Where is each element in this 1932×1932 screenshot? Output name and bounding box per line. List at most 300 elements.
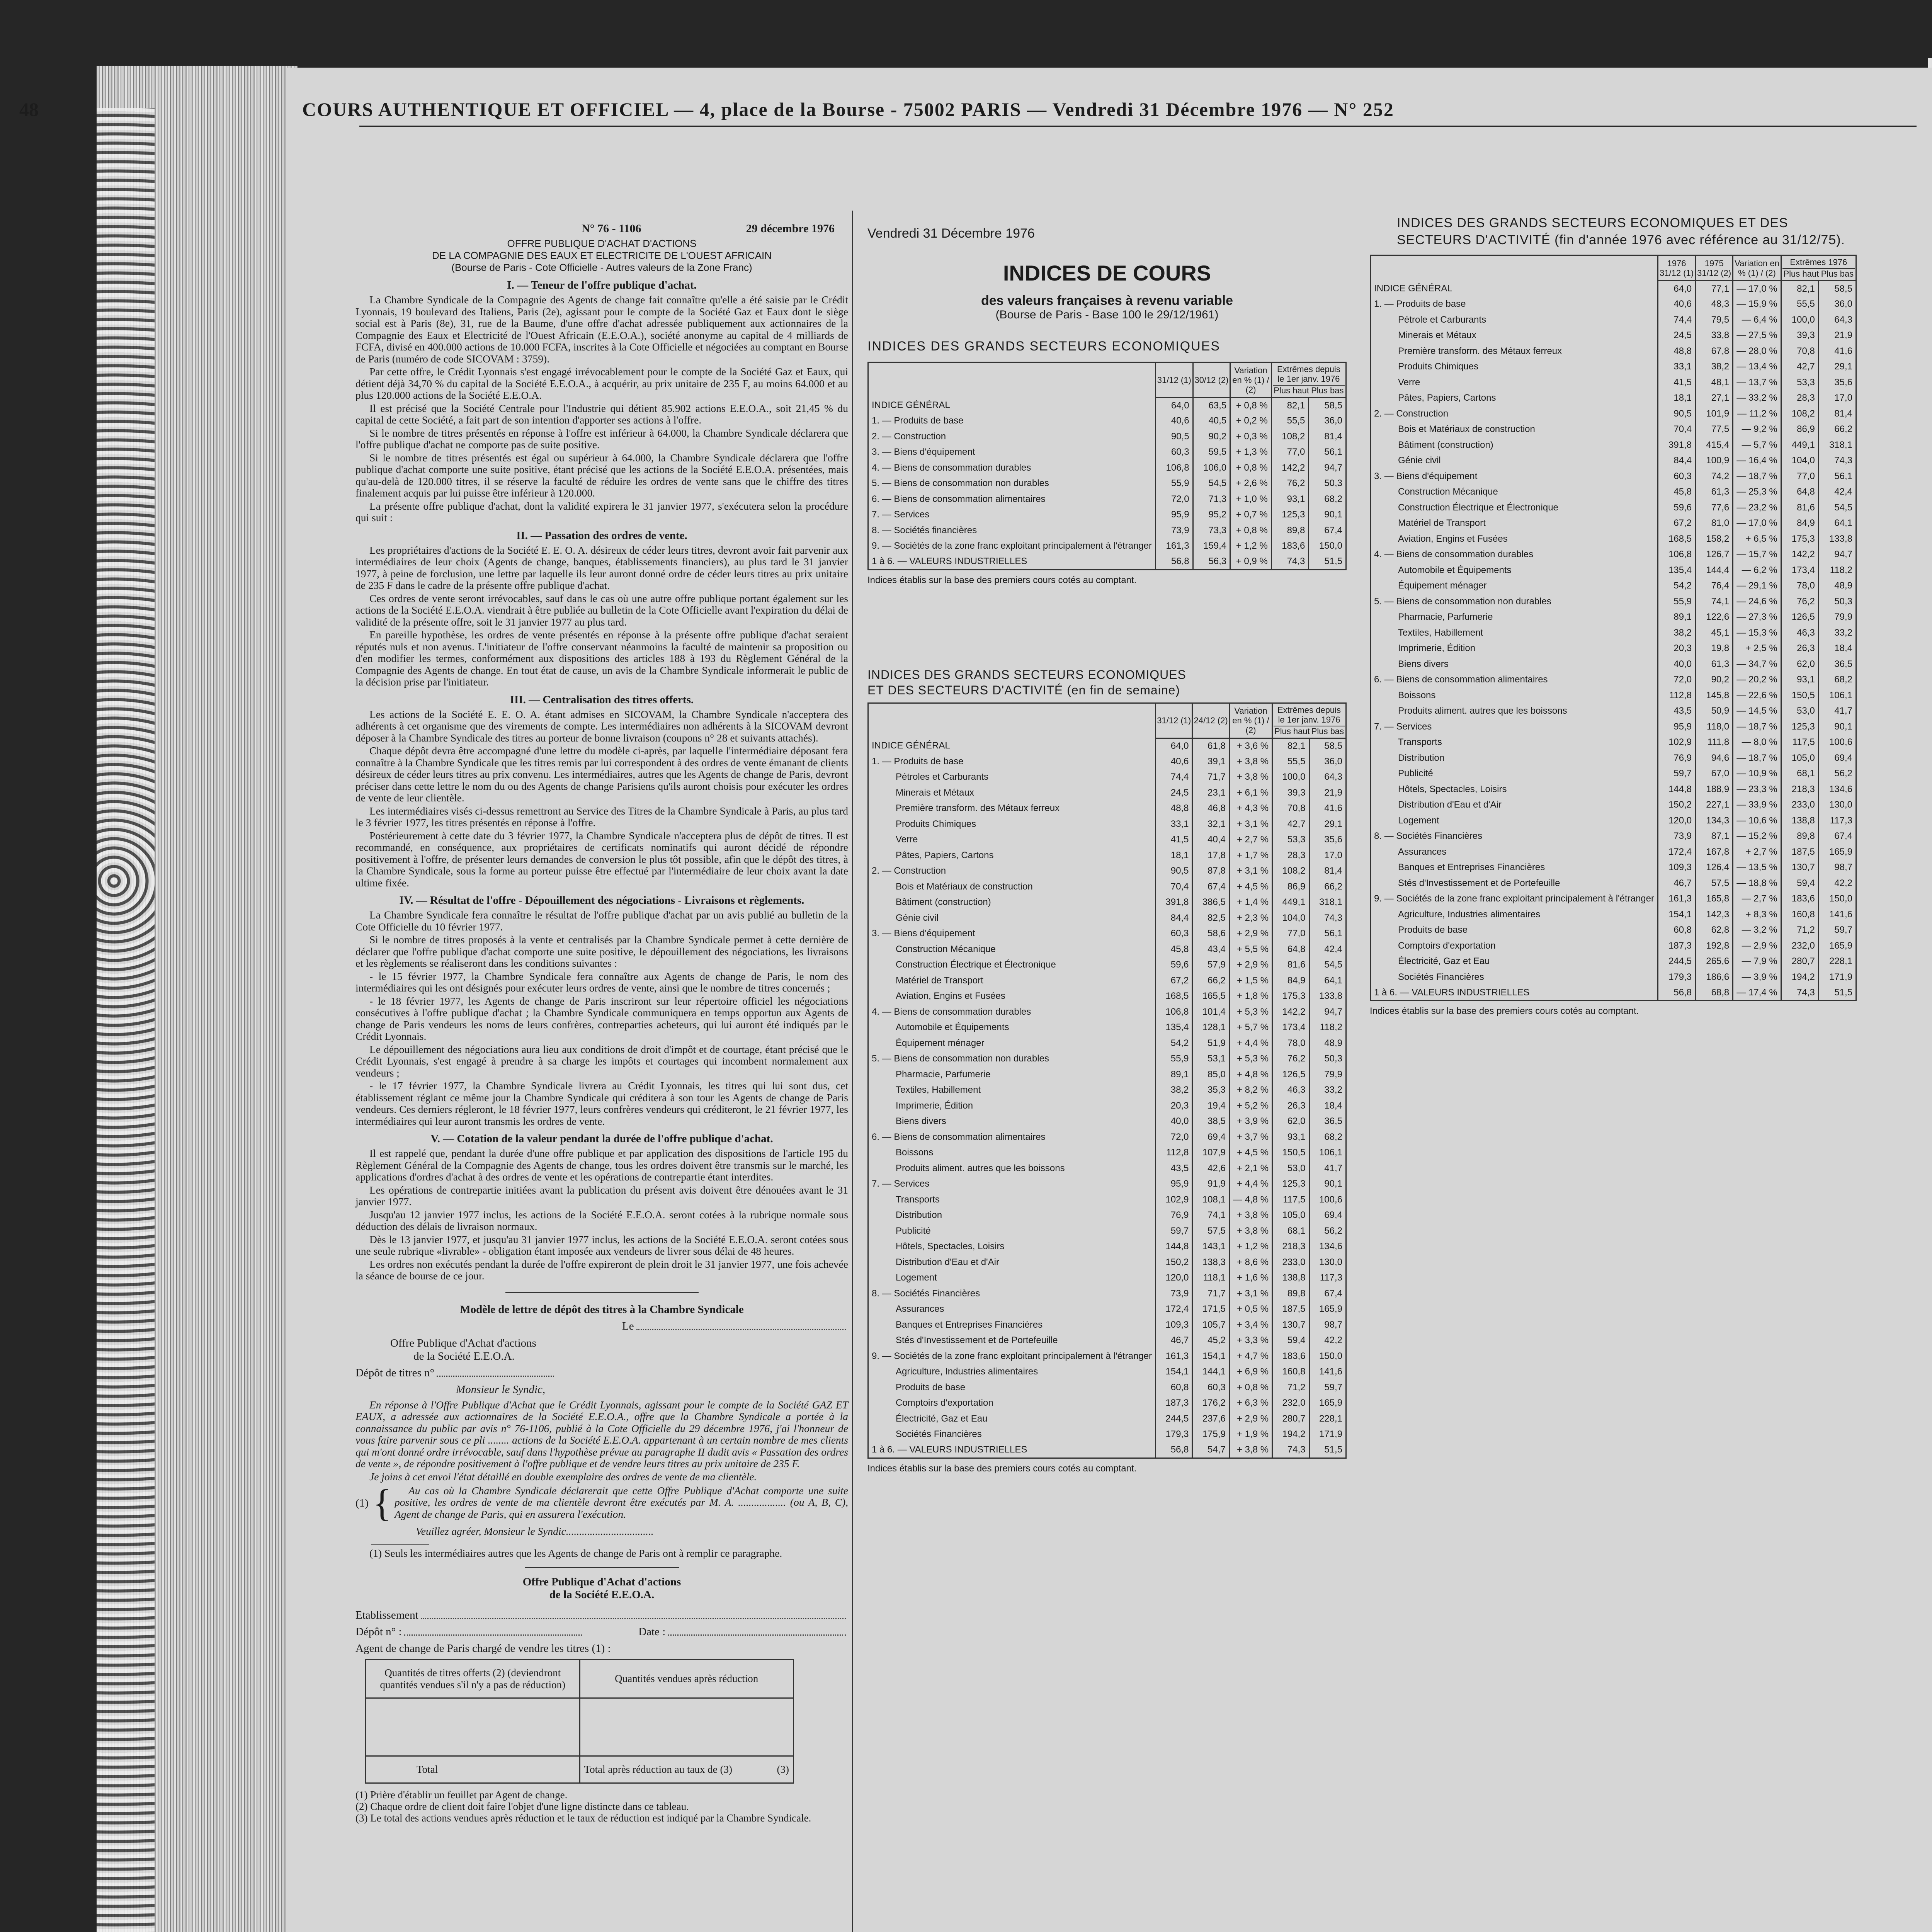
row-value: 159,4: [1193, 538, 1230, 554]
row-label: 1 à 6. — VALEURS INDUSTRIELLES: [868, 554, 1156, 570]
deposit-date-field[interactable]: [355, 1626, 848, 1638]
row-value: 21,9: [1818, 328, 1856, 344]
row-value: 87,1: [1696, 828, 1733, 844]
row-value: 105,0: [1781, 750, 1818, 766]
paragraph: Le dépouillement des négociations aura lieu aux conditions de droit d'impôt et de courtage, étant précisé que le Crédit Lyonnais, s'est engagé à prendre à sa charge les impôts et courtages qui incombent normalement aux vendeurs ;: [355, 1043, 848, 1079]
row-value: + 2,1 %: [1229, 1161, 1272, 1177]
row-value: 46,3: [1781, 625, 1818, 641]
row-label: 4. — Biens de consommation durables: [1371, 547, 1658, 563]
row-value: + 3,8 %: [1229, 769, 1272, 785]
row-value: 59,6: [1658, 500, 1696, 516]
indices-base: (Bourse de Paris - Base 100 le 29/12/1961): [995, 308, 1219, 321]
row-label: Boissons: [1371, 688, 1658, 704]
row-value: + 8,6 %: [1229, 1255, 1272, 1270]
row-value: 106,1: [1309, 1145, 1346, 1161]
row-value: 57,9: [1192, 957, 1229, 973]
row-value: 150,0: [1309, 1349, 1346, 1364]
footnote-mark: (3): [720, 1764, 732, 1775]
table-row: [1371, 938, 1856, 954]
table-row: [1371, 515, 1856, 531]
row-value: 391,8: [1156, 895, 1192, 910]
row-value: 100,6: [1309, 1192, 1346, 1208]
row-label: Pharmacie, Parfumerie: [1371, 609, 1658, 625]
row-value: 415,4: [1696, 437, 1733, 453]
table-row: [1371, 907, 1856, 923]
row-value: 449,1: [1781, 437, 1818, 453]
row-value: + 0,8 %: [1230, 523, 1272, 539]
row-label: 9. — Sociétés de la zone franc exploitant principalement à l'étranger: [1371, 891, 1658, 907]
row-value: + 6,5 %: [1733, 531, 1781, 547]
indices-title: INDICES DE COURS: [1003, 261, 1211, 285]
row-value: 42,2: [1818, 876, 1856, 891]
row-value: 39,3: [1781, 328, 1818, 344]
row-value: 168,5: [1658, 531, 1696, 547]
table-row: [868, 785, 1346, 801]
row-value: 227,1: [1696, 797, 1733, 813]
row-value: 56,1: [1309, 444, 1346, 460]
row-value: 50,9: [1696, 703, 1733, 719]
row-value: 64,0: [1156, 738, 1192, 754]
table-row: [868, 413, 1346, 429]
agent-field[interactable]: [355, 1642, 848, 1655]
row-value: 64,8: [1781, 484, 1818, 500]
row-value: 89,8: [1781, 828, 1818, 844]
blank-header: [868, 703, 1156, 738]
paragraph: Si le nombre de titres proposés à la vente et centralisés par la Chambre Syndicale permet à cette dernière de déclarer que l'offre publique d'achat comporte une suite positive, le dépouillement des négociations, les livraisons et les règlements se réaliseront dans les conditions suivantes :: [355, 934, 848, 969]
table-row: [1371, 922, 1856, 938]
row-value: + 1,4 %: [1229, 895, 1272, 910]
row-value: — 13,5 %: [1733, 860, 1781, 876]
model-letter-title: Modèle de lettre de dépôt des titres à la Chambre Syndicale: [460, 1303, 744, 1316]
row-value: 77,1: [1696, 281, 1733, 297]
divider: [505, 1292, 699, 1293]
row-label: 5. — Biens de consommation non durables: [1371, 594, 1658, 610]
table-row: [1371, 375, 1856, 391]
table-row: [868, 863, 1346, 879]
row-value: 54,7: [1192, 1442, 1229, 1458]
row-label: 5. — Biens de consommation non durables: [868, 476, 1156, 492]
row-value: 33,1: [1156, 816, 1192, 832]
section-5-title: V. — Cotation de la valeur pendant la durée de l'offre publique d'achat.: [430, 1133, 773, 1145]
table-row: [1371, 344, 1856, 359]
row-value: 33,2: [1309, 1082, 1346, 1098]
row-value: 104,0: [1781, 453, 1818, 469]
row-label: Matériel de Transport: [868, 973, 1156, 989]
row-value: 93,1: [1272, 1129, 1309, 1145]
notice-title-2: DE LA COMPAGNIE DES EAUX ET ELECTRICITE DE L'OUEST AFRICAIN: [432, 250, 772, 261]
row-value: 145,8: [1696, 688, 1733, 704]
table-row: [868, 1286, 1346, 1302]
row-value: 36,0: [1818, 296, 1856, 312]
row-value: 19,8: [1696, 641, 1733, 656]
row-value: 134,6: [1309, 1239, 1346, 1255]
row-value: 165,9: [1818, 938, 1856, 954]
row-value: + 2,9 %: [1229, 1411, 1272, 1427]
table-2-title-2: ET DES SECTEURS D'ACTIVITÉ (en fin de semaine): [867, 683, 1180, 697]
row-value: 28,3: [1781, 390, 1818, 406]
deposit-line: [355, 1367, 556, 1379]
row-value: 21,9: [1309, 785, 1346, 801]
section-3-title: III. — Centralisation des titres offerts.: [510, 693, 694, 706]
footnote-mark: (3): [777, 1764, 789, 1775]
row-value: 17,8: [1192, 848, 1229, 864]
row-label: Aviation, Engins et Fusées: [868, 988, 1156, 1004]
row-value: 71,3: [1193, 492, 1230, 507]
offer-line-1: Offre Publique d'Achat d'actions: [390, 1337, 536, 1349]
fill-line: [421, 1609, 846, 1619]
table-row: [868, 1317, 1346, 1333]
row-value: 56,8: [1658, 985, 1696, 1001]
row-value: 118,2: [1818, 563, 1856, 578]
row-value: 386,5: [1192, 895, 1229, 910]
row-value: — 5,7 %: [1733, 437, 1781, 453]
middle-column: [867, 226, 1347, 1474]
row-value: 67,4: [1309, 523, 1346, 539]
row-label: Bâtiment (construction): [868, 895, 1156, 910]
row-value: 63,5: [1193, 398, 1230, 413]
row-value: 89,1: [1156, 1067, 1192, 1083]
row-value: 40,5: [1193, 413, 1230, 429]
table-row: [868, 1380, 1346, 1396]
row-value: 168,5: [1156, 988, 1192, 1004]
row-value: 42,4: [1818, 484, 1856, 500]
row-value: 95,9: [1658, 719, 1696, 735]
table-row: [1371, 328, 1856, 344]
form-title-1: Offre Publique d'Achat d'actions: [522, 1576, 681, 1588]
row-value: 76,9: [1156, 1208, 1192, 1223]
row-value: — 15,2 %: [1733, 828, 1781, 844]
row-value: 100,0: [1272, 769, 1309, 785]
row-value: 144,8: [1156, 1239, 1192, 1255]
row-value: 26,3: [1781, 641, 1818, 656]
row-value: 106,8: [1156, 1004, 1192, 1020]
row-label: Produits aliment. autres que les boissons: [1371, 703, 1658, 719]
table-note: Indices établis sur la base des premiers cours cotés au comptant.: [867, 1463, 1137, 1474]
row-value: 112,8: [1156, 1145, 1192, 1161]
row-value: 24,5: [1658, 328, 1696, 344]
row-value: 60,3: [1156, 444, 1193, 460]
row-value: 60,3: [1192, 1380, 1229, 1396]
row-value: 109,3: [1658, 860, 1696, 876]
table-row: [1371, 625, 1856, 641]
table-row: [868, 832, 1346, 848]
row-value: 68,2: [1309, 1129, 1346, 1145]
row-value: 120,0: [1658, 813, 1696, 829]
row-label: Équipement ménager: [868, 1036, 1156, 1051]
row-value: 67,4: [1309, 1286, 1346, 1302]
row-value: 233,0: [1781, 797, 1818, 813]
row-value: 29,1: [1818, 359, 1856, 375]
row-value: + 3,8 %: [1229, 754, 1272, 770]
row-value: 104,0: [1272, 910, 1309, 926]
row-value: + 6,9 %: [1229, 1364, 1272, 1380]
row-value: 67,8: [1696, 344, 1733, 359]
row-value: 105,0: [1272, 1208, 1309, 1223]
row-value: 84,9: [1781, 515, 1818, 531]
section-2-title: II. — Passation des ordres de vente.: [516, 529, 687, 542]
paragraph: Les ordres non exécutés pendant la durée de l'offre expireront de plein droit le 31 janvier 1977, une fois achevée la séance de bourse de ce jour.: [355, 1258, 848, 1282]
row-value: 77,0: [1781, 469, 1818, 485]
row-label: Sociétés Financières: [1371, 969, 1658, 985]
row-value: 78,0: [1272, 1036, 1309, 1051]
row-value: — 8,0 %: [1733, 735, 1781, 750]
section-1-title: I. — Teneur de l'offre publique d'achat.: [507, 279, 697, 291]
table-row: [1371, 876, 1856, 891]
row-value: 51,5: [1818, 985, 1856, 1001]
column-header: 30/12 (2): [1193, 362, 1230, 398]
row-value: 48,8: [1658, 344, 1696, 359]
column-header: 31/12 (1): [1156, 362, 1193, 398]
row-label: Pharmacie, Parfumerie: [868, 1067, 1156, 1083]
row-value: 183,6: [1271, 538, 1309, 554]
row-value: + 1,9 %: [1229, 1427, 1272, 1442]
column-header-extremes: [1781, 255, 1856, 281]
establishment-field[interactable]: [355, 1609, 848, 1622]
table-row: [1371, 453, 1856, 469]
page-header: [19, 95, 1623, 124]
row-label: Construction Mécanique: [1371, 484, 1658, 500]
paragraph: Par cette offre, le Crédit Lyonnais s'est engagé irrévocablement pour le compte de la Société Gaz et Eaux, qui détient déjà 34,70 % du capital de la Société E.E.O.A., à acquérir, au prix unitaire de 235 F, au moins 64.000 et au plus 120.000 actions de la Société E.E.O.A.: [355, 366, 848, 401]
row-value: 117,3: [1309, 1270, 1346, 1286]
paragraph: - le 17 février 1977, la Chambre Syndicale livrera au Crédit Lyonnais, les titres qui lui sont dus, cet établissement réglant ce même jour la Chambre Syndicale qui créditera à son tour les Agents de change de Paris vendeurs. Ces derniers régleront, le 18 février 1977, leurs confrères vendeurs qui créditeront, le 21 février 1977, les intermédiaires qui leur auront transmis les ordres de vente.: [355, 1080, 848, 1127]
row-value: 74,1: [1696, 594, 1733, 610]
row-value: 130,7: [1272, 1317, 1309, 1333]
row-value: 82,1: [1781, 281, 1818, 297]
row-value: + 3,8 %: [1229, 1208, 1272, 1223]
row-value: 144,8: [1658, 782, 1696, 798]
table-row: [868, 1427, 1346, 1442]
row-value: 233,0: [1272, 1255, 1309, 1270]
row-value: 38,2: [1658, 625, 1696, 641]
row-value: 17,0: [1818, 390, 1856, 406]
row-value: + 2,9 %: [1229, 926, 1272, 942]
row-value: 40,6: [1156, 754, 1192, 770]
row-value: 173,4: [1272, 1020, 1309, 1036]
table-row: [1371, 296, 1856, 312]
row-value: 41,6: [1818, 344, 1856, 359]
row-value: 150,0: [1309, 538, 1346, 554]
row-value: 318,1: [1818, 437, 1856, 453]
row-value: 150,5: [1272, 1145, 1309, 1161]
row-value: 18,4: [1309, 1098, 1346, 1114]
page-number: 48: [19, 98, 39, 120]
row-value: + 5,5 %: [1229, 942, 1272, 957]
row-value: 117,3: [1818, 813, 1856, 829]
row-value: 56,8: [1156, 554, 1193, 570]
row-value: — 23,2 %: [1733, 500, 1781, 516]
date-label: Date :: [638, 1626, 666, 1638]
row-value: — 18,8 %: [1733, 876, 1781, 891]
row-value: 126,7: [1696, 547, 1733, 563]
row-value: 237,6: [1192, 1411, 1229, 1427]
row-value: + 1,7 %: [1229, 848, 1272, 864]
row-value: 100,6: [1818, 735, 1856, 750]
row-value: — 2,7 %: [1733, 891, 1781, 907]
row-value: 161,3: [1156, 1349, 1192, 1364]
row-value: 66,2: [1818, 422, 1856, 437]
row-value: 175,9: [1192, 1427, 1229, 1442]
row-value: 35,3: [1192, 1082, 1229, 1098]
row-value: 141,6: [1309, 1364, 1346, 1380]
row-value: 42,7: [1781, 359, 1818, 375]
row-value: 55,9: [1156, 1051, 1192, 1067]
table-row: [868, 1208, 1346, 1223]
row-value: + 5,3 %: [1229, 1004, 1272, 1020]
letter-optional-block: [355, 1481, 848, 1524]
row-value: + 8,3 %: [1733, 907, 1781, 923]
row-label: 1. — Produits de base: [868, 413, 1156, 429]
row-value: 125,3: [1271, 507, 1309, 523]
row-label: Logement: [868, 1270, 1156, 1286]
row-value: 89,8: [1271, 523, 1309, 539]
total-label: Total: [366, 1756, 580, 1783]
row-value: 40,0: [1658, 656, 1696, 672]
row-value: 232,0: [1781, 938, 1818, 954]
row-value: 142,2: [1781, 547, 1818, 563]
row-value: 90,1: [1309, 1176, 1346, 1192]
row-value: 51,5: [1309, 554, 1346, 570]
row-value: — 33,2 %: [1733, 390, 1781, 406]
row-value: 74,1: [1192, 1208, 1229, 1223]
row-value: 26,3: [1272, 1098, 1309, 1114]
empty-cell[interactable]: [366, 1698, 580, 1756]
date-label: Le: [622, 1320, 634, 1332]
row-value: 101,9: [1696, 406, 1733, 422]
row-value: 150,0: [1818, 891, 1856, 907]
letter-paragraph: En réponse à l'Offre Publique d'Achat que le Crédit Lyonnais, agissant pour le compte de la Société GAZ ET EAUX, a adressée aux actionnaires de la Société E.E.O.A., offre que la Chambre Syndicale a portée à la connaissance du public par avis n° 76-1106, publié à la Cote Officielle du 29 décembre 1976, j'ai l'honneur de vous faire parvenir sous ce pli ........ actions de la Société E.E.O.A. appartenant à un certain nombre de mes clients qui m'ont donné ordre irrévocable, sauf dans l'hypothèse prévue au paragraphe II dudit avis « Passation des ordres de vente », de répondre positivement à l'offre publique et de vendre leurs titres au prix unitaire de 235 F.: [355, 1398, 848, 1469]
low-label: Plus bas: [1311, 726, 1344, 736]
row-value: 81,4: [1818, 406, 1856, 422]
paragraph: Les intermédiaires visés ci-dessus remettront au Service des Titres de la Chambre Syndicale à Paris, au plus tard le 3 février 1977, les titres présentés en réponse à l'offre.: [355, 804, 848, 828]
row-value: 108,2: [1781, 406, 1818, 422]
row-value: 58,5: [1309, 738, 1346, 754]
row-value: 70,4: [1156, 879, 1192, 895]
table-row: [868, 1067, 1346, 1083]
row-value: + 2,9 %: [1229, 957, 1272, 973]
row-value: 118,0: [1696, 719, 1733, 735]
row-value: 138,8: [1272, 1270, 1309, 1286]
row-value: 48,1: [1696, 375, 1733, 391]
row-label: Assurances: [1371, 844, 1658, 860]
table-row: [868, 1255, 1346, 1270]
row-label: Comptoirs d'exportation: [868, 1395, 1156, 1411]
row-value: + 1,2 %: [1229, 1239, 1272, 1255]
row-label: 6. — Biens de consommation alimentaires: [1371, 672, 1658, 688]
row-label: INDICE GÉNÉRAL: [1371, 281, 1658, 297]
row-label: Génie civil: [1371, 453, 1658, 469]
row-label: 2. — Construction: [868, 863, 1156, 879]
row-value: 81,0: [1696, 515, 1733, 531]
paragraph: Si le nombre de titres présentés en réponse à l'offre est inférieur à 64.000, la Chambre Syndicale déclarera que l'offre publique d'achat ne comporte pas de suite positive.: [355, 427, 848, 451]
row-value: + 3,1 %: [1229, 816, 1272, 832]
row-value: 93,1: [1781, 672, 1818, 688]
row-value: + 0,5 %: [1229, 1301, 1272, 1317]
row-value: 41,6: [1309, 801, 1346, 816]
table-row: [1371, 594, 1856, 610]
table-row: [1371, 844, 1856, 860]
table-row: [868, 1161, 1346, 1177]
row-value: 74,3: [1271, 554, 1309, 570]
paragraph: - le 15 février 1977, la Chambre Syndicale fera connaître aux Agents de change de Paris, le nom des intermédiaires qui les ont désignés pour exécuter leurs ordres de vente, ainsi que le nombre de titres concernés ;: [355, 970, 848, 994]
row-value: 18,4: [1818, 641, 1856, 656]
row-value: 56,3: [1193, 554, 1230, 570]
row-label: Électricité, Gaz et Eau: [868, 1411, 1156, 1427]
row-value: 391,8: [1658, 437, 1696, 453]
row-value: 74,3: [1309, 910, 1346, 926]
row-value: + 0,2 %: [1230, 413, 1272, 429]
footnote: (3) Le total des actions vendues après réduction et le taux de réduction est indiqué par la Chambre Syndicale.: [355, 1812, 811, 1824]
row-value: 56,2: [1818, 766, 1856, 782]
row-value: 19,4: [1192, 1098, 1229, 1114]
row-value: + 4,8 %: [1229, 1067, 1272, 1083]
row-value: 53,0: [1272, 1161, 1309, 1177]
row-value: 61,3: [1696, 484, 1733, 500]
table-row: [868, 769, 1346, 785]
row-value: 79,9: [1309, 1067, 1346, 1083]
row-value: 117,5: [1781, 735, 1818, 750]
row-value: 84,9: [1272, 973, 1309, 989]
row-value: 53,1: [1192, 1051, 1229, 1067]
row-value: 244,5: [1658, 954, 1696, 969]
row-value: 244,5: [1156, 1411, 1192, 1427]
row-value: + 1,2 %: [1230, 538, 1272, 554]
row-value: 144,1: [1192, 1364, 1229, 1380]
row-value: 71,7: [1192, 769, 1229, 785]
paragraph: Si le nombre de titres présentés est égal ou supérieur à 64.000, la Chambre Syndicale déclarera que l'offre publique d'achat comporte une suite positive, étant précisé que les actions de la Société E.E.O.A. présentées, mais qu'au-delà de 120.000 titres, il se réserve la faculté de réduire les ordres de vente sans que le chiffre des titres finalement acquis par lui puisse être inférieur à 120.000.: [355, 451, 848, 499]
row-label: Hôtels, Spectacles, Loisirs: [1371, 782, 1658, 798]
row-value: 55,5: [1271, 413, 1309, 429]
table-row: [868, 1051, 1346, 1067]
row-value: 46,3: [1272, 1082, 1309, 1098]
row-value: 187,5: [1272, 1301, 1309, 1317]
row-value: 81,6: [1781, 500, 1818, 516]
table-row: [868, 1333, 1346, 1349]
row-value: 90,1: [1309, 507, 1346, 523]
row-label: 2. — Construction: [1371, 406, 1658, 422]
table-row: [868, 910, 1346, 926]
row-label: 8. — Sociétés Financières: [1371, 828, 1658, 844]
table-row: [868, 523, 1346, 539]
table-row: [1371, 828, 1856, 844]
row-value: 165,8: [1696, 891, 1733, 907]
table-row: [868, 848, 1346, 864]
letter-paragraph: Au cas où la Chambre Syndicale déclarerait que cette Offre Publique d'Achat comporte une suite positive, les ordres de vente de ma clientèle devront être exécutés par M. A. .................. (ou A, B, C), Agent de change de Paris, qui en assurera l'exécution.: [395, 1484, 848, 1520]
row-value: 41,7: [1818, 703, 1856, 719]
row-value: — 24,6 %: [1733, 594, 1781, 610]
date-line: [355, 1320, 848, 1333]
row-value: 60,3: [1156, 926, 1192, 942]
empty-cell[interactable]: [580, 1698, 794, 1756]
row-value: 53,0: [1781, 703, 1818, 719]
fill-line: [668, 1626, 846, 1636]
marbled-edge: [97, 108, 155, 1932]
row-value: 32,1: [1192, 816, 1229, 832]
row-label: Stés d'Investissement et de Portefeuille: [868, 1333, 1156, 1349]
row-value: 45,8: [1658, 484, 1696, 500]
row-value: 85,0: [1192, 1067, 1229, 1083]
notice-title-1: OFFRE PUBLIQUE D'ACHAT D'ACTIONS: [507, 238, 697, 249]
row-value: + 4,3 %: [1229, 801, 1272, 816]
row-value: 90,1: [1818, 719, 1856, 735]
row-value: — 15,9 %: [1733, 296, 1781, 312]
row-value: 130,7: [1781, 860, 1818, 876]
row-value: 118,1: [1192, 1270, 1229, 1286]
row-value: 106,8: [1658, 547, 1696, 563]
row-value: 187,3: [1156, 1395, 1192, 1411]
row-value: 280,7: [1781, 954, 1818, 969]
row-value: 90,2: [1696, 672, 1733, 688]
row-value: 66,2: [1309, 879, 1346, 895]
